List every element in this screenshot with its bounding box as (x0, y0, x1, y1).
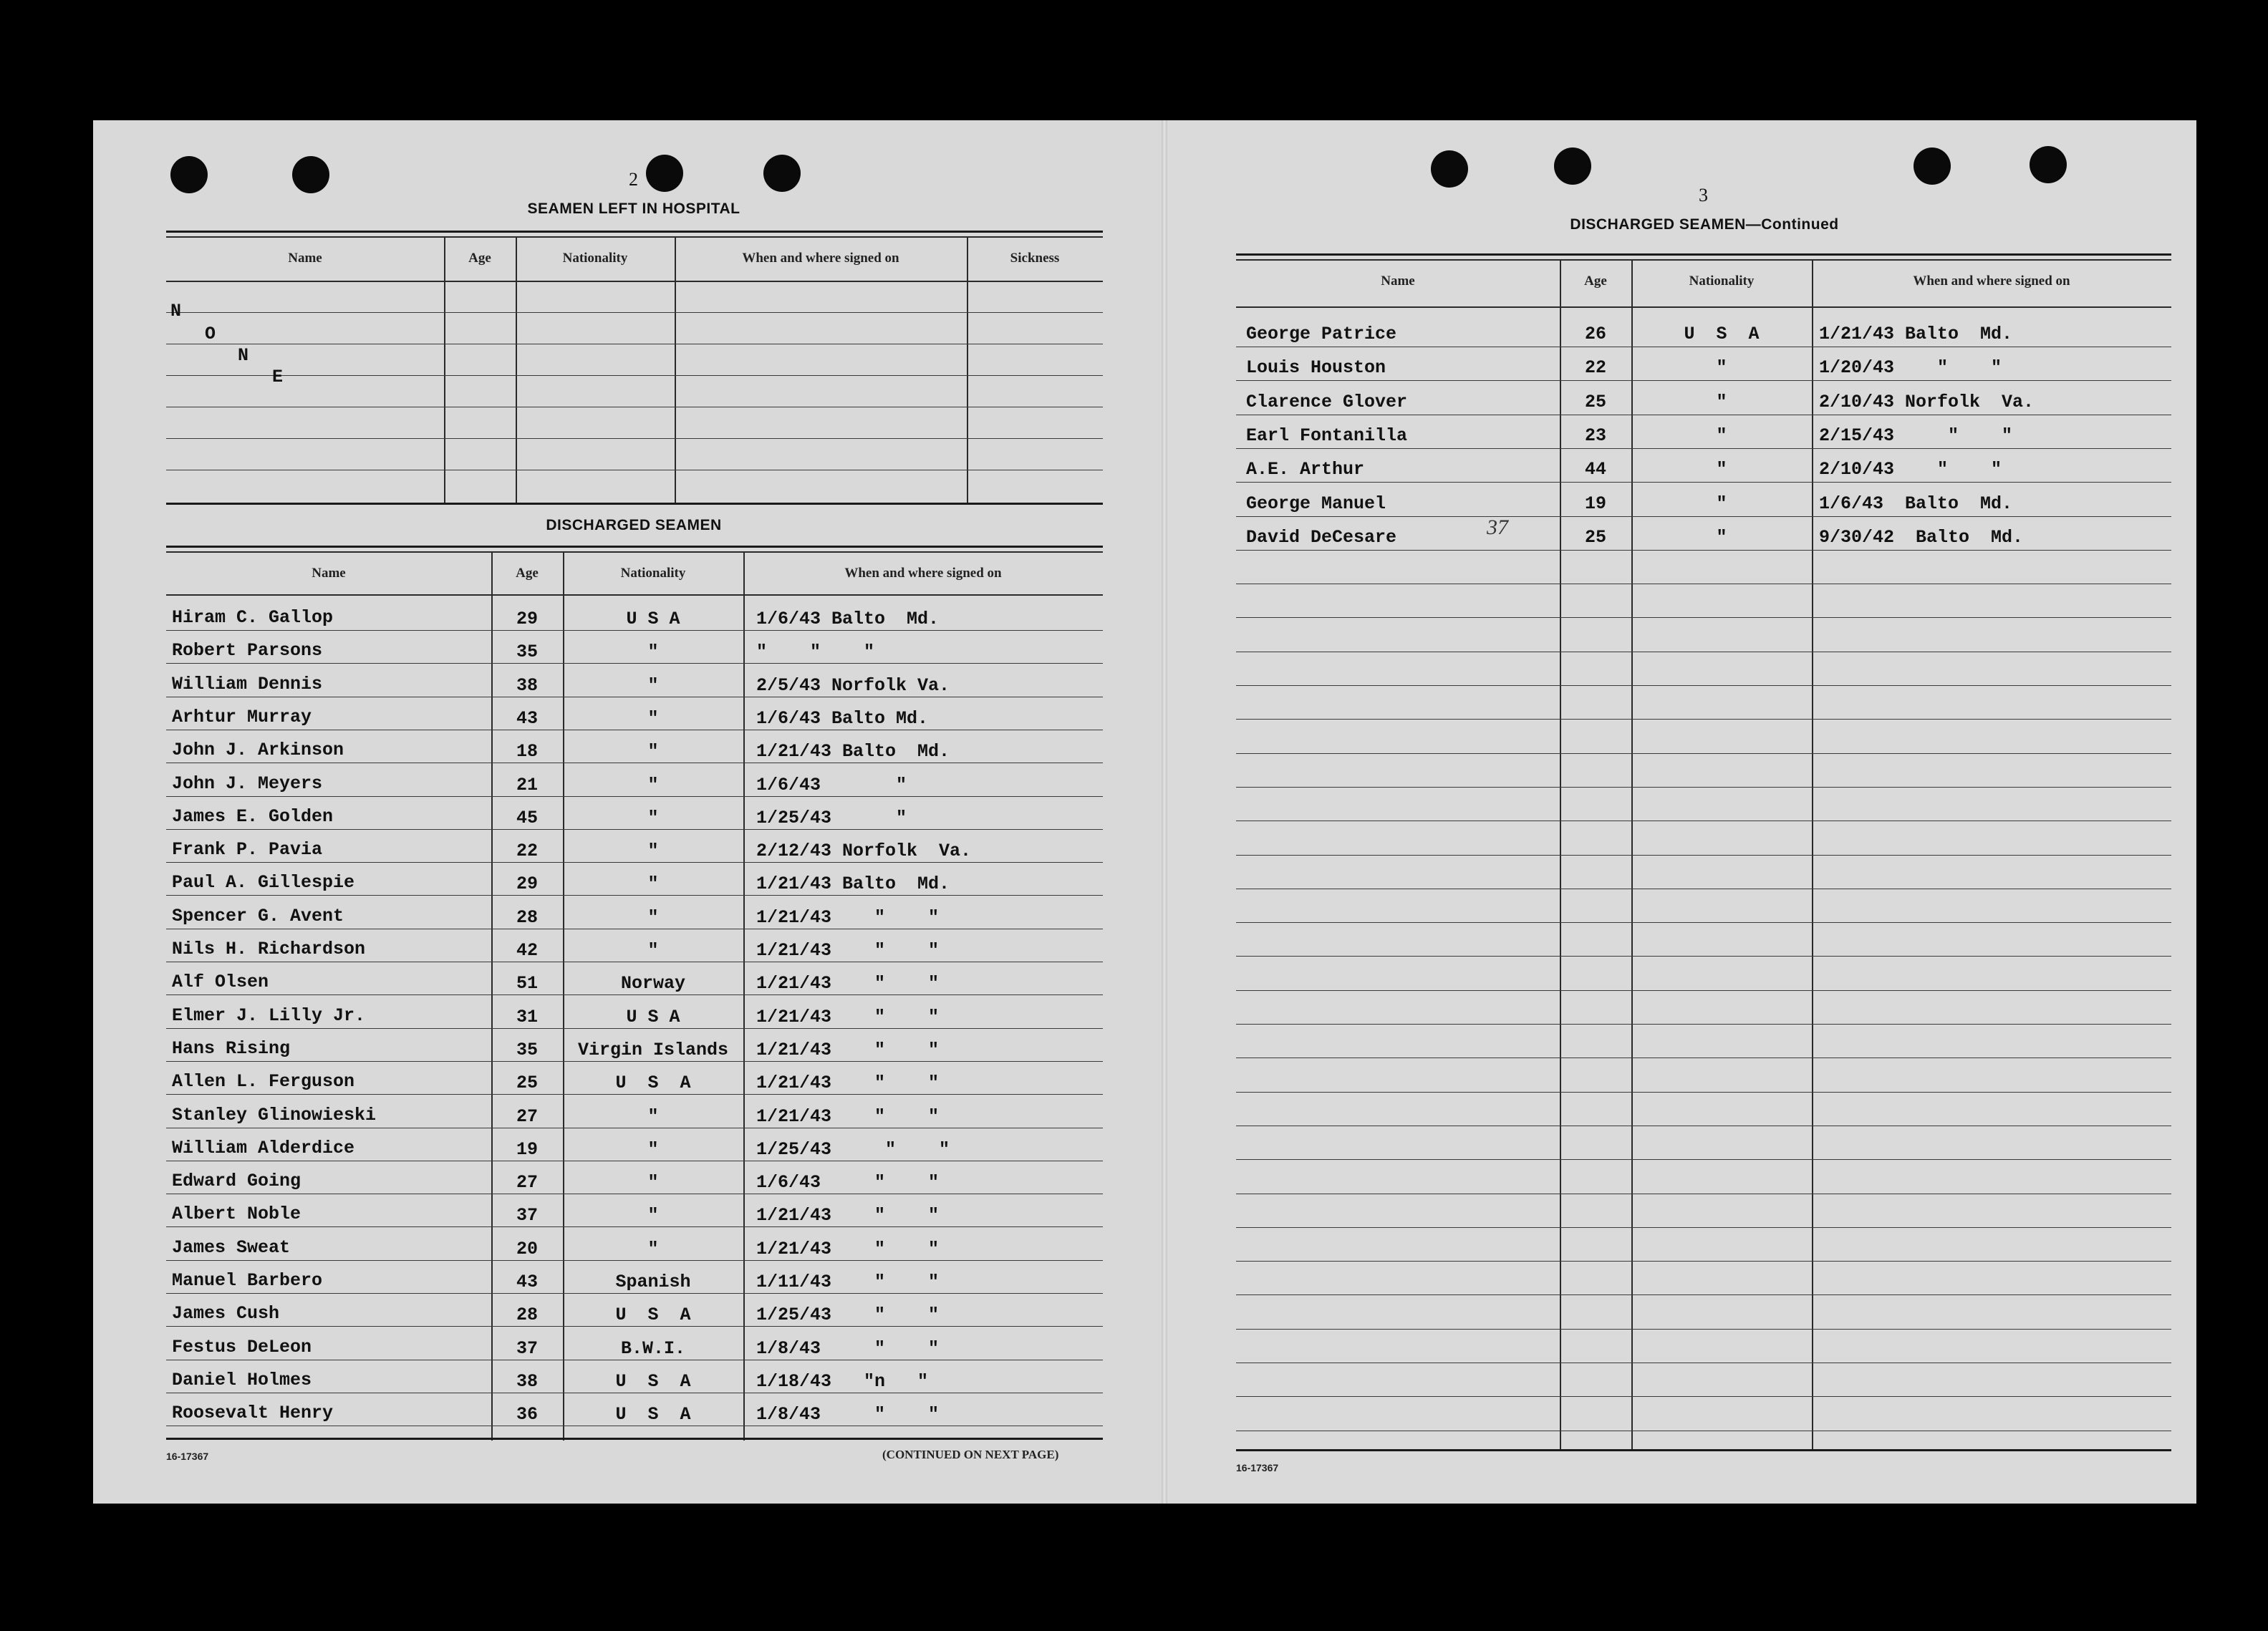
page-number: 3 (1699, 185, 1708, 205)
seaman-signed-on: 1/6/43 Balto Md. (756, 609, 940, 629)
table-divider (1812, 259, 1813, 1449)
seaman-nationality: U S A (615, 1404, 691, 1425)
col-header-age: Age (1584, 274, 1607, 289)
seaman-age: 19 (1584, 493, 1606, 514)
seaman-age: 42 (516, 940, 538, 961)
seaman-age: 20 (516, 1239, 538, 1259)
seaman-age: 21 (516, 775, 538, 795)
table-row-rule (166, 994, 1103, 995)
seaman-name: Louis Houston (1246, 357, 1386, 378)
seaman-age: 36 (516, 1404, 538, 1425)
punch-hole (292, 156, 329, 193)
seaman-signed-on: 1/21/43 " " (756, 1205, 940, 1226)
seaman-name: Hiram C. Gallop (172, 607, 334, 628)
seaman-nationality: U S A (626, 609, 680, 629)
seaman-age: 25 (516, 1073, 538, 1093)
seaman-name: James Sweat (172, 1237, 291, 1258)
seaman-age: 31 (516, 1007, 538, 1027)
hospital-title: SEAMEN LEFT IN HOSPITAL (527, 200, 740, 217)
none-letter: N (238, 345, 249, 366)
table-rule (166, 1438, 1103, 1440)
table-row-rule (166, 1226, 1103, 1227)
seaman-signed-on: 1/25/43 " " (756, 1139, 950, 1160)
none-letter: O (205, 324, 216, 344)
seaman-age: 25 (1584, 527, 1606, 548)
seaman-age: 43 (516, 1272, 538, 1292)
seaman-signed-on: 1/25/43 " " (756, 1305, 940, 1325)
continued-note: (CONTINUED ON NEXT PAGE) (882, 1448, 1059, 1461)
form-number: 16-17367 (1236, 1462, 1279, 1473)
seaman-name: Manuel Barbero (172, 1270, 323, 1291)
col-header-signed: When and where signed on (1913, 274, 2070, 289)
table-row-rule (1236, 685, 2171, 686)
seaman-signed-on: 2/12/43 Norfolk Va. (756, 841, 972, 861)
seaman-name: Robert Parsons (172, 640, 323, 661)
seaman-signed-on: 1/21/43 " " (756, 1073, 940, 1093)
discharged-title: DISCHARGED SEAMEN (546, 517, 722, 533)
seaman-nationality: Spanish (615, 1272, 691, 1292)
seaman-nationality: " (647, 873, 659, 894)
seaman-signed-on: 9/30/42 Balto Md. (1819, 527, 2024, 548)
table-row-rule (1236, 448, 2171, 449)
page-number: 2 (629, 169, 638, 190)
seaman-signed-on: 1/8/43 " " (756, 1404, 940, 1425)
seaman-signed-on: 1/6/43 " " (756, 1172, 940, 1193)
seaman-name: Roosevalt Henry (172, 1403, 334, 1423)
seaman-name: John J. Arkinson (172, 740, 344, 760)
seaman-name: James E. Golden (172, 806, 334, 827)
table-rule (1236, 259, 2171, 261)
table-row-rule (166, 1293, 1103, 1294)
seaman-signed-on: 1/21/43 Balto Md. (756, 741, 950, 762)
table-rule (166, 594, 1103, 596)
handwritten-mark: 37 (1487, 516, 1508, 539)
seaman-signed-on: 1/18/43 "n " (756, 1371, 929, 1392)
table-rule (166, 281, 1103, 282)
seaman-name: Daniel Holmes (172, 1370, 312, 1390)
table-rule (166, 231, 1103, 233)
seaman-nationality: " (1716, 425, 1727, 446)
seaman-signed-on: 2/15/43 " " (1819, 425, 2013, 446)
seaman-name: Albert Noble (172, 1204, 301, 1224)
seaman-nationality: U S A (626, 1007, 680, 1027)
seaman-nationality: B.W.I. (620, 1338, 685, 1359)
seaman-name: George Patrice (1246, 324, 1397, 344)
seaman-age: 27 (516, 1106, 538, 1127)
seaman-age: 18 (516, 741, 538, 762)
seaman-name: David DeCesare (1246, 527, 1397, 548)
seaman-nationality: Virgin Islands (577, 1040, 729, 1060)
seaman-age: 51 (516, 973, 538, 994)
seaman-signed-on: 1/6/43 " (756, 775, 907, 795)
table-row-rule (1236, 990, 2171, 991)
seaman-nationality: U S A (1684, 324, 1760, 344)
table-row-rule (166, 1260, 1103, 1261)
seaman-age: 29 (516, 609, 538, 629)
seaman-name: Frank P. Pavia (172, 839, 323, 860)
table-row-rule (1236, 855, 2171, 856)
table-divider (743, 551, 745, 1441)
table-rule (166, 551, 1103, 553)
table-divider (675, 236, 676, 503)
table-divider (967, 236, 968, 503)
seaman-age: 28 (516, 1305, 538, 1325)
table-divider (1631, 259, 1633, 1449)
seaman-age: 44 (1584, 459, 1606, 480)
seaman-name: William Alderdice (172, 1138, 355, 1158)
seaman-signed-on: 2/5/43 Norfolk Va. (756, 675, 950, 696)
table-row-rule (166, 1094, 1103, 1095)
seaman-signed-on: 1/8/43 " " (756, 1338, 940, 1359)
table-row-rule (1236, 516, 2171, 517)
table-row-rule (1236, 482, 2171, 483)
col-header-name: Name (312, 566, 346, 581)
seaman-nationality: U S A (615, 1371, 691, 1392)
table-row-rule (1236, 922, 2171, 923)
seaman-age: 23 (1584, 425, 1606, 446)
seaman-signed-on: 1/21/43 " " (756, 1106, 940, 1127)
seaman-signed-on: 1/21/43 Balto Md. (756, 873, 950, 894)
punch-hole (1554, 147, 1591, 185)
table-row-rule (166, 375, 1103, 376)
seaman-nationality: " (1716, 527, 1727, 548)
table-row-rule (1236, 719, 2171, 720)
seaman-nationality: " (647, 1139, 659, 1160)
seaman-nationality: U S A (615, 1073, 691, 1093)
seaman-name: John J. Meyers (172, 773, 323, 794)
seaman-name: James Cush (172, 1303, 280, 1324)
table-row-rule (1236, 1329, 2171, 1330)
seaman-age: 26 (1584, 324, 1606, 344)
col-header-nationality: Nationality (562, 251, 628, 266)
table-rule (1236, 306, 2171, 308)
seaman-name: Clarence Glover (1246, 392, 1408, 412)
table-row-rule (1236, 1294, 2171, 1295)
page-fold (1162, 120, 1167, 1504)
seaman-signed-on: 1/20/43 " " (1819, 357, 2002, 378)
punch-hole (170, 156, 208, 193)
seaman-signed-on: 1/21/43 " " (756, 973, 940, 994)
seaman-signed-on: " " " (756, 642, 875, 662)
seaman-name: Festus DeLeon (172, 1337, 312, 1357)
table-rule (166, 236, 1103, 238)
punch-hole (763, 155, 801, 192)
table-row-rule (166, 663, 1103, 664)
seaman-age: 37 (516, 1338, 538, 1359)
table-divider (516, 236, 517, 503)
seaman-name: Spencer G. Avent (172, 906, 344, 926)
seaman-signed-on: 1/21/43 " " (756, 1040, 940, 1060)
col-header-signed: When and where signed on (742, 251, 899, 266)
seaman-nationality: " (647, 1205, 659, 1226)
table-row-rule (1236, 1024, 2171, 1025)
seaman-signed-on: 1/21/43 Balto Md. (1819, 324, 2013, 344)
table-divider (444, 236, 445, 503)
seaman-age: 22 (1584, 357, 1606, 378)
seaman-signed-on: 1/11/43 " " (756, 1272, 940, 1292)
table-row-rule (166, 829, 1103, 830)
seaman-name: Allen L. Ferguson (172, 1071, 355, 1092)
table-row-rule (166, 1028, 1103, 1029)
table-row-rule (166, 438, 1103, 439)
seaman-signed-on: 1/6/43 Balto Md. (756, 708, 929, 729)
table-divider (563, 551, 564, 1441)
seaman-nationality: U S A (615, 1305, 691, 1325)
seaman-nationality: " (647, 675, 659, 696)
seaman-nationality: " (647, 841, 659, 861)
seaman-age: 29 (516, 873, 538, 894)
table-row-rule (166, 796, 1103, 797)
seaman-name: Alf Olsen (172, 972, 269, 992)
seaman-age: 38 (516, 675, 538, 696)
table-row-rule (166, 862, 1103, 863)
seaman-signed-on: 1/6/43 Balto Md. (1819, 493, 2013, 514)
seaman-name: Edward Going (172, 1171, 301, 1191)
seaman-nationality: " (647, 940, 659, 961)
seaman-name: Hans Rising (172, 1038, 291, 1059)
col-header-sickness: Sickness (1010, 251, 1060, 266)
seaman-name: Stanley Glinowieski (172, 1105, 377, 1126)
seaman-nationality: " (1716, 459, 1727, 480)
none-letter: N (170, 301, 182, 321)
table-row-rule (1236, 550, 2171, 551)
seaman-signed-on: 1/25/43 " (756, 808, 907, 828)
table-rule (166, 503, 1103, 505)
table-row-rule (166, 895, 1103, 896)
seaman-name: Earl Fontanilla (1246, 425, 1408, 446)
table-rule (166, 546, 1103, 548)
table-row-rule (1236, 1261, 2171, 1262)
seaman-name: Paul A. Gillespie (172, 872, 355, 893)
discharged-continued-title: DISCHARGED SEAMEN—Continued (1570, 216, 1839, 233)
table-row-rule (1236, 787, 2171, 788)
seaman-name: Arhtur Murray (172, 707, 312, 727)
seaman-nationality: " (1716, 493, 1727, 514)
table-row-rule (1236, 617, 2171, 618)
seaman-age: 38 (516, 1371, 538, 1392)
col-header-name: Name (288, 251, 322, 266)
table-row-rule (1236, 1159, 2171, 1160)
table-row-rule (166, 1061, 1103, 1062)
none-letter: E (272, 367, 284, 387)
seaman-signed-on: 1/21/43 " " (756, 907, 940, 928)
form-number: 16-17367 (166, 1451, 209, 1462)
seaman-signed-on: 1/21/43 " " (756, 940, 940, 961)
col-header-signed: When and where signed on (844, 566, 1002, 581)
seaman-nationality: " (1716, 392, 1727, 412)
table-row-rule (1236, 1092, 2171, 1093)
seaman-nationality: " (647, 1106, 659, 1127)
seaman-age: 28 (516, 907, 538, 928)
col-header-nationality: Nationality (620, 566, 686, 581)
punch-hole (1914, 147, 1951, 185)
seaman-nationality: " (647, 1172, 659, 1193)
seaman-name: A.E. Arthur (1246, 459, 1365, 480)
table-rule (1236, 1449, 2171, 1451)
seaman-age: 37 (516, 1205, 538, 1226)
col-header-name: Name (1381, 274, 1415, 289)
seaman-age: 35 (516, 1040, 538, 1060)
table-row-rule (1236, 380, 2171, 381)
punch-hole (646, 155, 683, 192)
seaman-nationality: " (647, 808, 659, 828)
col-header-nationality: Nationality (1689, 274, 1755, 289)
seaman-nationality: " (647, 741, 659, 762)
seaman-signed-on: 2/10/43 Norfolk Va. (1819, 392, 2035, 412)
seaman-nationality: " (647, 907, 659, 928)
seaman-nationality: " (647, 1239, 659, 1259)
seaman-age: 43 (516, 708, 538, 729)
seaman-nationality: Norway (620, 973, 685, 994)
col-header-age: Age (468, 251, 491, 266)
seaman-name: Nils H. Richardson (172, 939, 366, 959)
col-header-age: Age (516, 566, 539, 581)
punch-hole (1431, 150, 1468, 188)
table-row-rule (1236, 1396, 2171, 1397)
seaman-nationality: " (647, 708, 659, 729)
seaman-nationality: " (647, 642, 659, 662)
seaman-name: Elmer J. Lilly Jr. (172, 1005, 366, 1026)
seaman-age: 35 (516, 642, 538, 662)
seaman-age: 22 (516, 841, 538, 861)
seaman-name: George Manuel (1246, 493, 1386, 514)
seaman-signed-on: 2/10/43 " " (1819, 459, 2002, 480)
table-row-rule (166, 630, 1103, 631)
seaman-age: 19 (516, 1139, 538, 1160)
punch-hole (2030, 146, 2067, 183)
table-row-rule (1236, 1227, 2171, 1228)
seaman-signed-on: 1/21/43 " " (756, 1007, 940, 1027)
seaman-signed-on: 1/21/43 " " (756, 1239, 940, 1259)
seaman-age: 45 (516, 808, 538, 828)
seaman-age: 25 (1584, 392, 1606, 412)
table-rule (1236, 253, 2171, 256)
table-row-rule (166, 1326, 1103, 1327)
seaman-age: 27 (516, 1172, 538, 1193)
seaman-name: William Dennis (172, 674, 323, 694)
table-row-rule (166, 312, 1103, 313)
seaman-nationality: " (1716, 357, 1727, 378)
table-row-rule (1236, 956, 2171, 957)
table-row-rule (1236, 753, 2171, 754)
seaman-nationality: " (647, 775, 659, 795)
